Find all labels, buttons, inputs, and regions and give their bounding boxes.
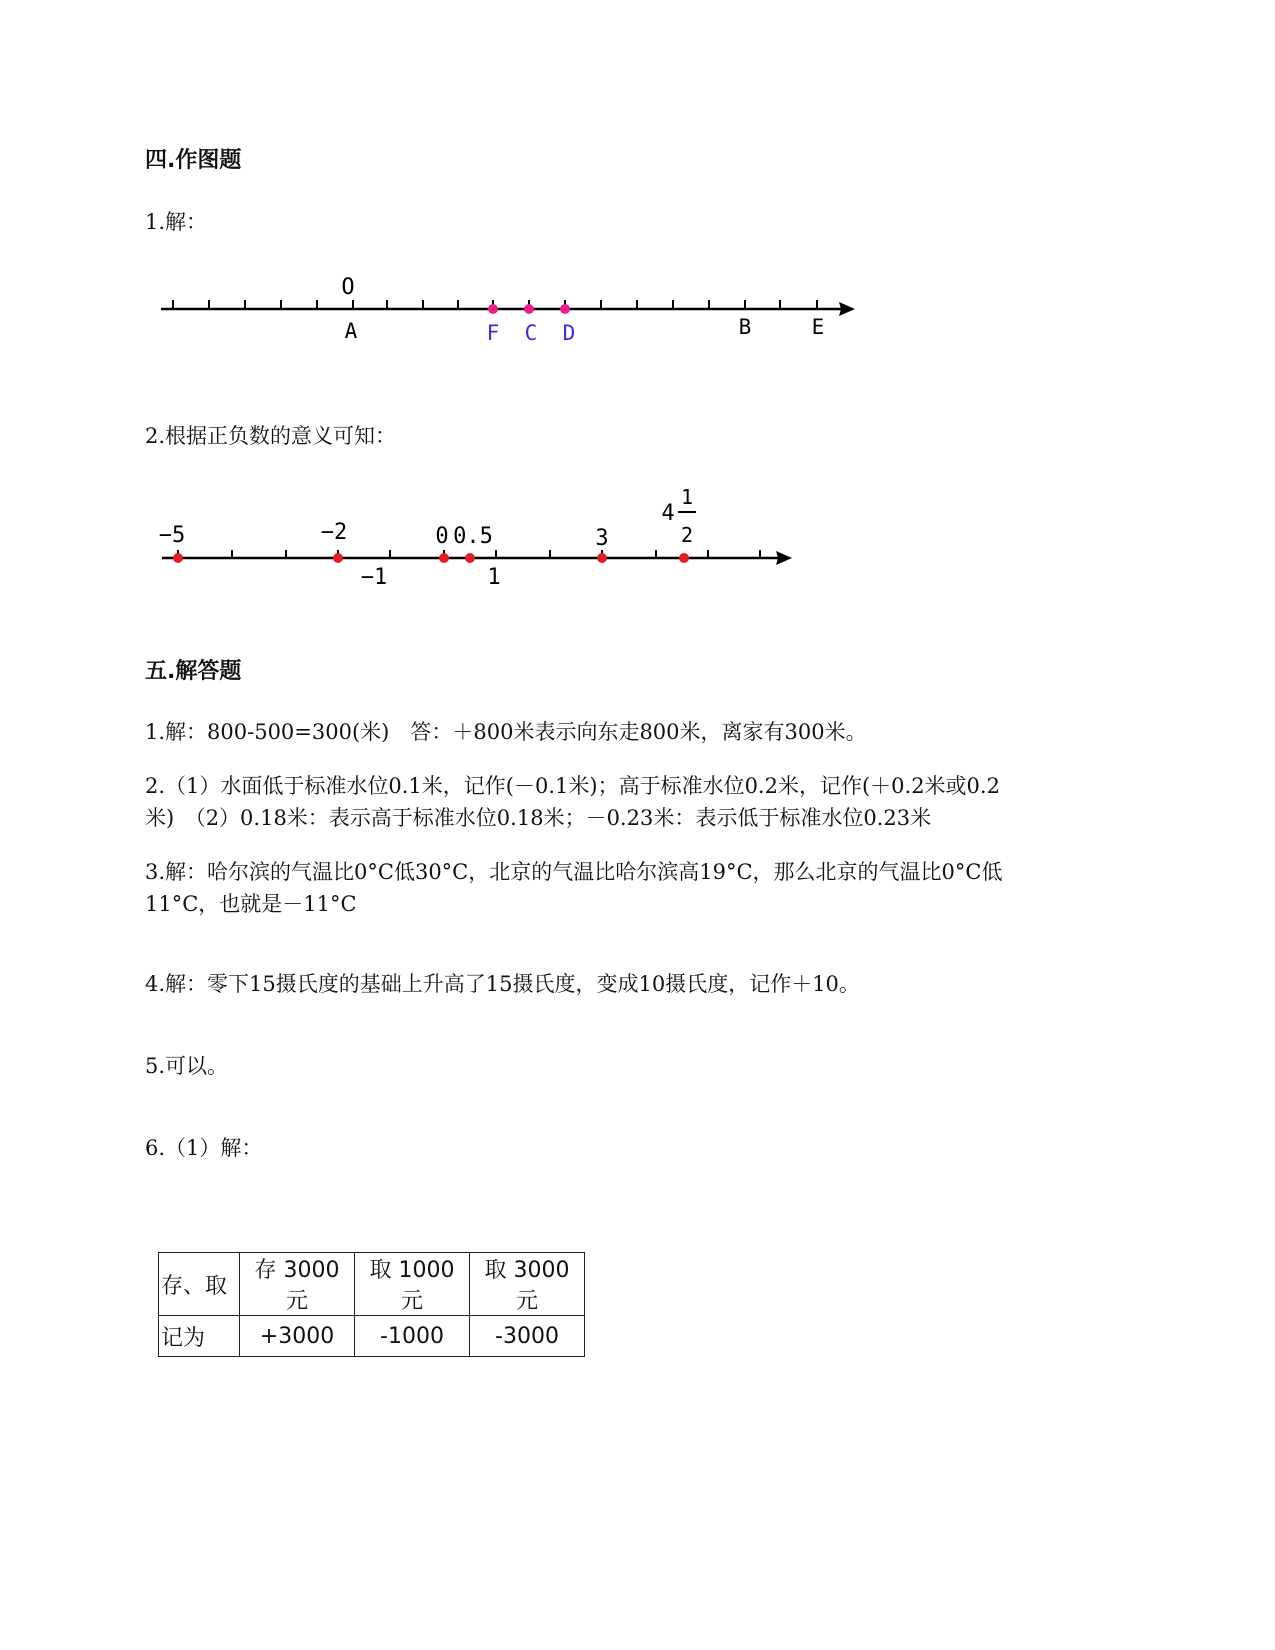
answer-5: 5.可以。 xyxy=(145,1054,229,1078)
label-a: A xyxy=(344,319,358,343)
label-3: 3 xyxy=(595,526,609,551)
label-mixed-whole: 4 xyxy=(661,501,675,526)
number-line-2 xyxy=(150,480,810,600)
answer-2-line1: 2.（1）水面低于标准水位0.1米，记作(－0.1米)；高于标准水位0.2米，记作(＋0.2米或0.2 xyxy=(145,774,1000,798)
point-c xyxy=(524,304,534,314)
label-m2: −2 xyxy=(320,520,348,545)
table-cell: -3000 xyxy=(470,1316,585,1357)
label-b: B xyxy=(738,315,752,339)
axis-arrow xyxy=(776,551,792,565)
label-m1: −1 xyxy=(360,565,388,590)
label-d: D xyxy=(562,321,576,345)
table-row xyxy=(159,1253,585,1316)
label-0-5: 0.5 xyxy=(453,524,493,549)
label-mixed-numerator: 1 xyxy=(680,485,694,509)
table-cell: 取 3000 元 xyxy=(470,1253,585,1316)
answer-3-line2: 11°C，也就是－11°C xyxy=(145,892,357,916)
label-f: F xyxy=(486,321,500,345)
answer-2-line2: 米) （2）0.18米：表示高于标准水位0.18米；－0.23米：表示低于标准水位0.23米 xyxy=(145,806,932,830)
axis-arrow xyxy=(839,302,855,316)
point-3 xyxy=(597,553,607,563)
label-e: E xyxy=(811,315,825,339)
deposit-withdraw-table xyxy=(158,1252,585,1357)
label-c: C xyxy=(524,321,538,345)
q2-label: 2.根据正负数的意义可知： xyxy=(145,424,397,448)
label-0: 0 xyxy=(435,524,449,549)
label-1: 1 xyxy=(487,565,501,590)
label-m5: −5 xyxy=(158,523,186,548)
table-cell: 取 1000 元 xyxy=(355,1253,470,1316)
table-cell: -1000 xyxy=(355,1316,470,1357)
table-cell: 存 3000 元 xyxy=(240,1253,355,1316)
answer-3-line1: 3.解：哈尔滨的气温比0°C低30°C，北京的气温比哈尔滨高19°C，那么北京的气温比0°C低 xyxy=(145,860,1003,884)
point-0 xyxy=(439,553,449,563)
number-line-1 xyxy=(155,270,875,360)
table-cell: 记为 xyxy=(159,1316,240,1357)
table-row xyxy=(159,1316,585,1357)
table-cell: 存、取 xyxy=(159,1253,240,1316)
answer-6: 6.（1）解： xyxy=(145,1136,263,1160)
point-m5 xyxy=(173,553,183,563)
answer-1: 1.解：800-500=300(米) 答：＋800米表示向东走800米，离家有300米。 xyxy=(145,720,867,744)
point-4-5 xyxy=(679,553,689,563)
label-o: O xyxy=(341,275,355,300)
label-mixed-denominator: 2 xyxy=(680,523,694,547)
point-f xyxy=(488,304,498,314)
point-d xyxy=(560,304,570,314)
point-0-5 xyxy=(465,553,475,563)
answer-4: 4.解：零下15摄氏度的基础上升高了15摄氏度，变成10摄氏度，记作＋10。 xyxy=(145,972,860,996)
table-cell: +3000 xyxy=(240,1316,355,1357)
q1-label: 1.解： xyxy=(145,210,208,234)
point-m2 xyxy=(333,553,343,563)
section5-heading: 五.解答题 xyxy=(145,659,242,684)
section4-heading: 四.作图题 xyxy=(145,148,242,173)
